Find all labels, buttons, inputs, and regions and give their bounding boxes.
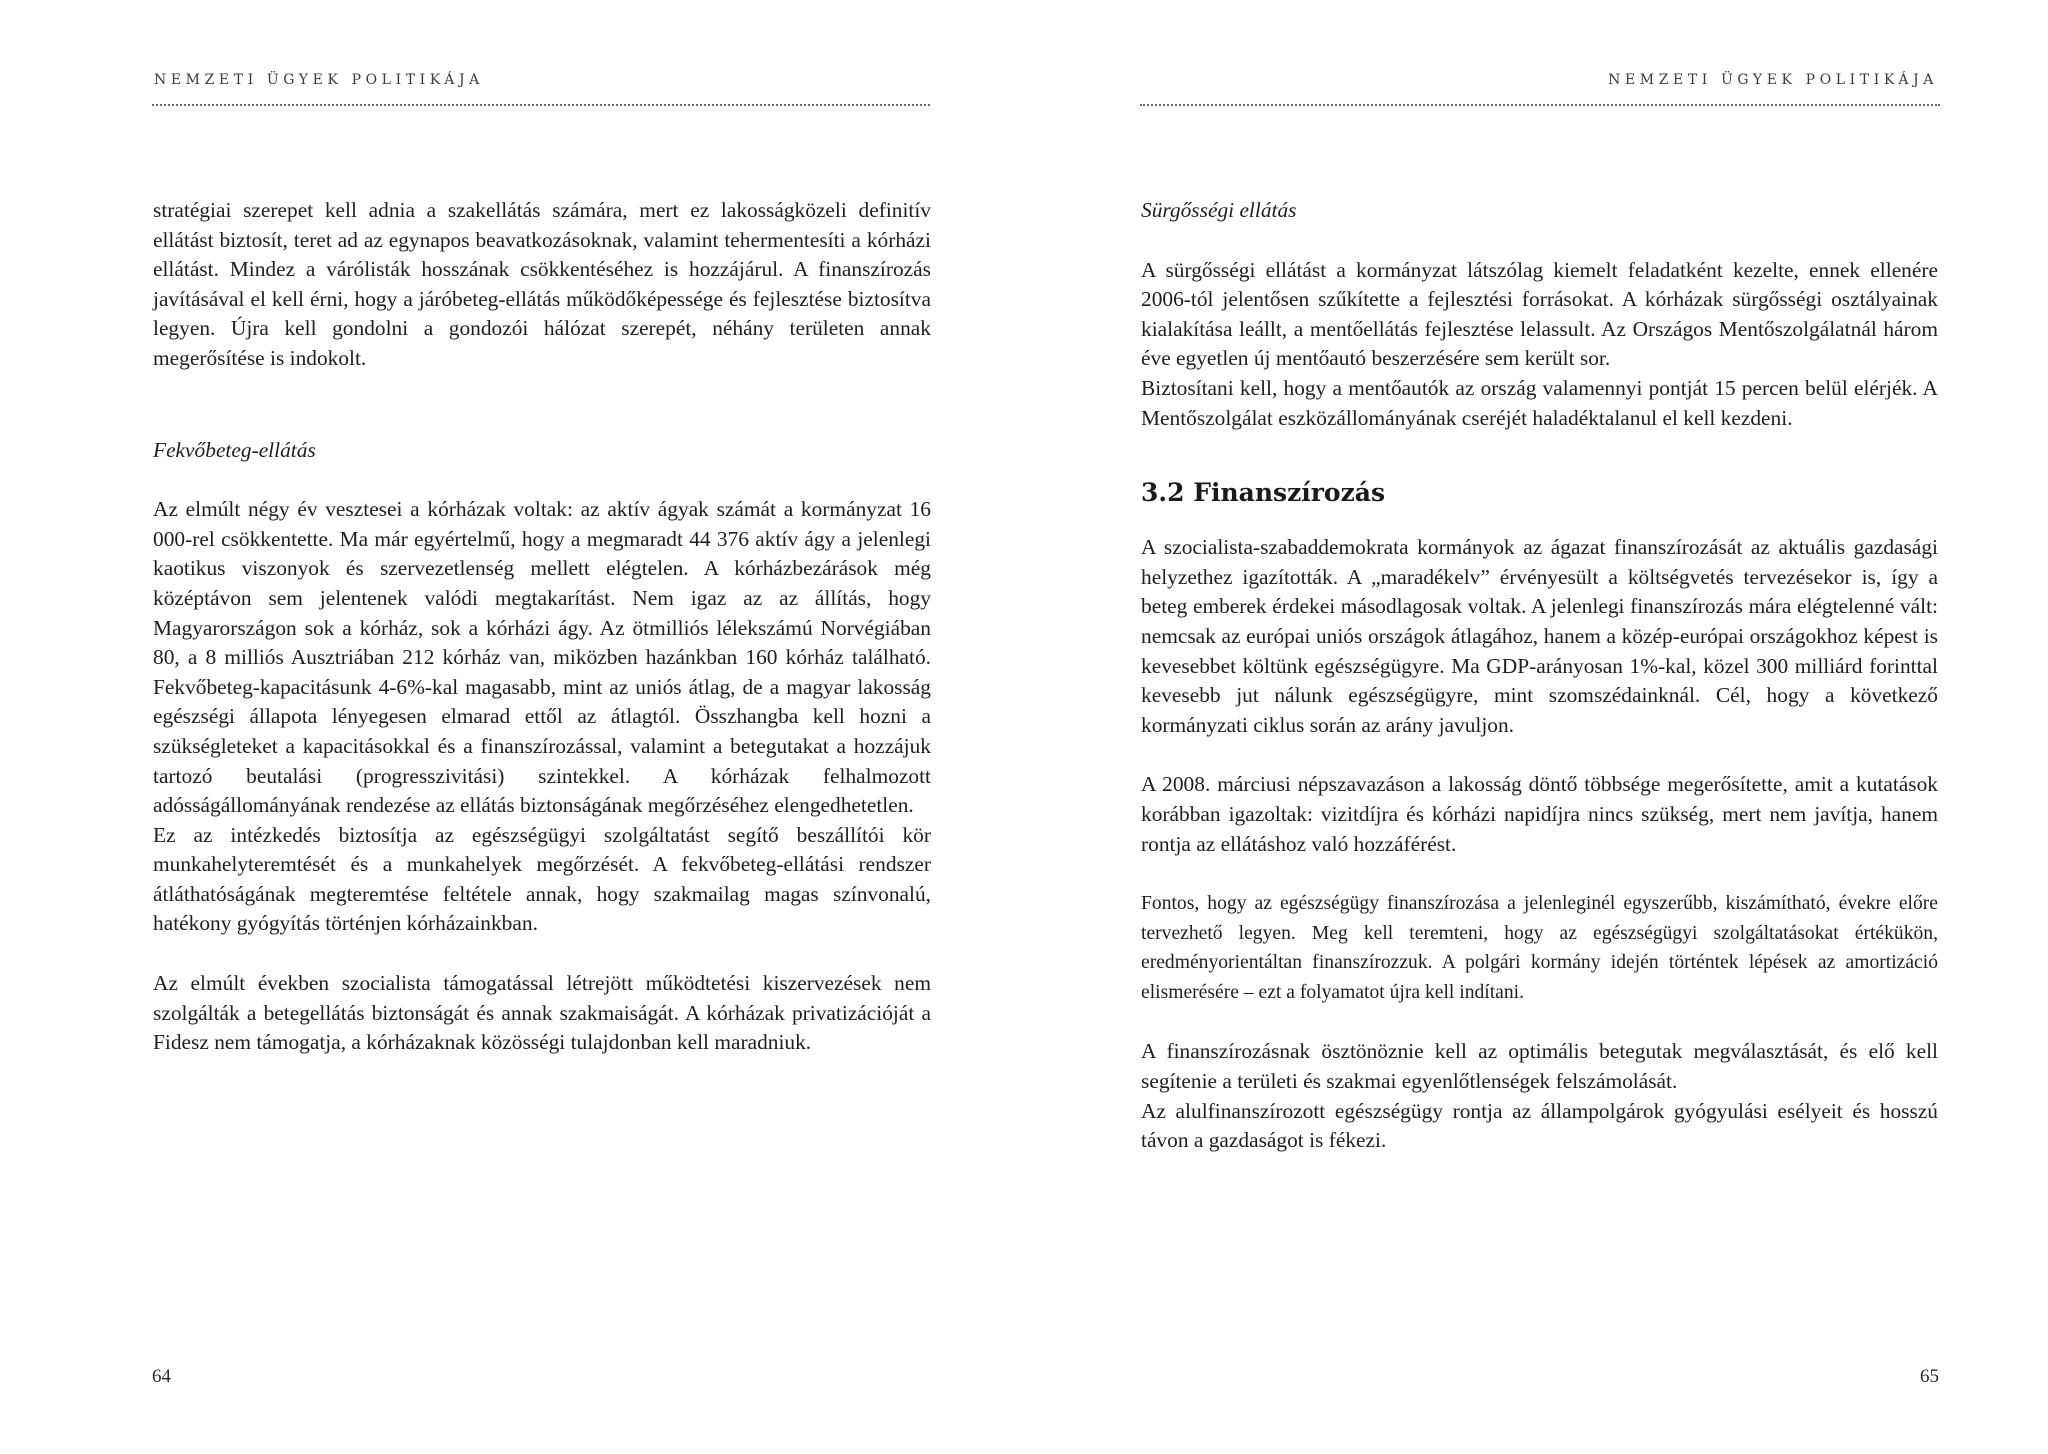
paragraph-finance-4: A finanszírozásnak ösztönöznie kell az optimális betegutak megválasztását, és elő kell segítenie a területi és szakmai egyenlőtlenségek felszámolását. <box>1141 1039 1938 1094</box>
running-head: NEMZETI ÜGYEK POLITIKÁJA <box>1608 72 1938 88</box>
paragraph-emergency-2: Biztosítani kell, hogy a mentőautók az ország valamennyi pontját 15 percen belül elérjék. A Mentőszolgálat eszközállományának cseréjét haladéktalanul el kell kezdeni. <box>1141 375 1938 430</box>
subheading-inpatient: Fekvőbeteg-ellátás <box>153 437 316 462</box>
paragraph-finance-5: Az alulfinanszírozott egészségügy rontja az állampolgárok gyógyulási esélyeit és hosszú távon a gazdaságot is fékezi. <box>1141 1098 1938 1153</box>
paragraph-finance-2: A 2008. márciusi népszavazáson a lakosság döntő többsége megerősítette, amit a kutatások korábban igazoltak: vizitdíjra és kórházi napidíjra nincs szükség, mert nem javítja, hanem rontja az ellátáshoz való hozzáférést. <box>1141 772 1938 856</box>
subheading-emergency: Sürgősségi ellátás <box>1141 198 1297 222</box>
paragraph-finance-1: A szocialista-szabaddemokrata kormányok az ágazat finanszírozását az aktuális gazdasági helyzethez igazították. A „maradékelv” érvényesült a költségvetés tervezésekor is, így a beteg emberek érdekei másodlagosak voltak. A jelenlegi finanszírozás mára elégtelenné vált: nemcsak az európai uniós országok átlagához, hanem a közép-európai országokhoz képest is kevesebbet költünk egészségügyre. Ma GDP-arányosan 1%-kal, közel 300 milliárd forinttal kevesebb jut nálunk egészségügyre, mint szomszédainknál. Cél, hogy a következő kormányzati ciklus során az arány javuljon. <box>1141 535 1938 737</box>
running-head: NEMZETI ÜGYEK POLITIKÁJA <box>154 72 484 88</box>
section-title: 3.2 Finanszírozás <box>1141 478 1386 508</box>
paragraph-finance-3: Fontos, hogy az egészségügy finanszírozása a jelenleginél egyszerűbb, kiszámítható, évekre előre tervezhető legyen. Meg kell teremteni, hogy az egészségügyi szolgáltatásokat értékükön, eredményorientáltan finanszírozzuk. A polgári kormány idején történtek lépések az amortizáció elismerésére – ezt a folyamatot újra kell indítani. <box>1141 893 1938 1003</box>
paragraph-inpatient-2: Ez az intézkedés biztosítja az egészségügyi szolgáltatást segítő beszállítói kör munkahelyteremtését és a munkahelyek megőrzését. A fekvőbeteg-ellátási rendszer átláthatóságának megteremtése feltétele annak, hogy szakmailag magas színvonalú, hatékony gyógyítás történjen kórházainkban. <box>153 822 931 936</box>
page-number: 64 <box>152 1366 171 1387</box>
paragraph-emergency-1: A sürgősségi ellátást a kormányzat látszólag kiemelt feladatként kezelte, ennek ellenére 2006-tól jelentősen szűkítette a fejlesztési forrásokat. A kórházak sürgősségi osztályainak kialakítása leállt, a mentőellátás fejlesztése lelassult. Az Országos Mentőszolgálatnál három éve egyetlen új mentőautó beszerzésére sem került sor. <box>1141 257 1938 371</box>
header-rule <box>152 104 930 106</box>
right-content <box>1141 196 1938 1156</box>
paragraph-inpatient-1: Az elmúlt négy év vesztesei a kórházak voltak: az aktív ágyak számát a kormányzat 16 000-rel csökkentette. Ma már egyértelmű, hogy a megmaradt 44 376 aktív ágy a jelenlegi kaotikus viszonyok és szervezetlenség mellett elégtelen. A kórházbezárások még középtávon sem jelentenek valódi megtakarítást. Nem igaz az az állítás, hogy Magyarországon sok a kórház, sok a kórházi ágy. Az ötmilliós lélekszámú Norvégiában 80, a 8 milliós Ausztriában 212 kórház van, miközben hazánkban 160 kórház található. Fekvőbeteg-kapacitásunk 4-6%-kal magasabb, mint az uniós átlag, de a magyar lakosság egészségi állapota lényegesen elmarad ettől az átlagtól. Összhangba kell hozni a szükségleteket a kapacitásokkal és a finanszírozással, valamint a betegutakat a hozzájuk tartozó beutalási (progresszivitási) szintekkel. A kórházak felhalmozott adósságállományának rendezése az ellátás biztonságának megőrzéséhez elengedhetetlen. <box>153 497 931 818</box>
header-rule <box>1140 104 1940 106</box>
left-content <box>153 196 931 1058</box>
paragraph-inpatient-3: Az elmúlt években szocialista támogatással létrejött működtetési kiszervezések nem szolgálták a betegellátás biztonságát és annak szakmaiságát. A kórházak privatizációját a Fidesz nem támogatja, a kórházaknak közösségi tulajdonban kell maradniuk. <box>153 971 931 1055</box>
page-number: 65 <box>1920 1366 1939 1387</box>
right-page <box>1024 0 2048 1454</box>
paragraph-outpatient: stratégiai szerepet kell adnia a szakellátás számára, mert ez lakosságközeli definitív ellátást biztosít, teret ad az egynapos beavatkozásoknak, valamint tehermentesíti a kórházi ellátást. Mindez a várólisták hosszának csökkentéséhez is hozzájárul. A finanszírozás javításával el kell érni, hogy a járóbeteg-ellátás működőképessége és fejlesztése biztosítva legyen. Újra kell gondolni a gondozói hálózat szerepét, néhány területen annak megerősítése is indokolt. <box>153 198 931 370</box>
